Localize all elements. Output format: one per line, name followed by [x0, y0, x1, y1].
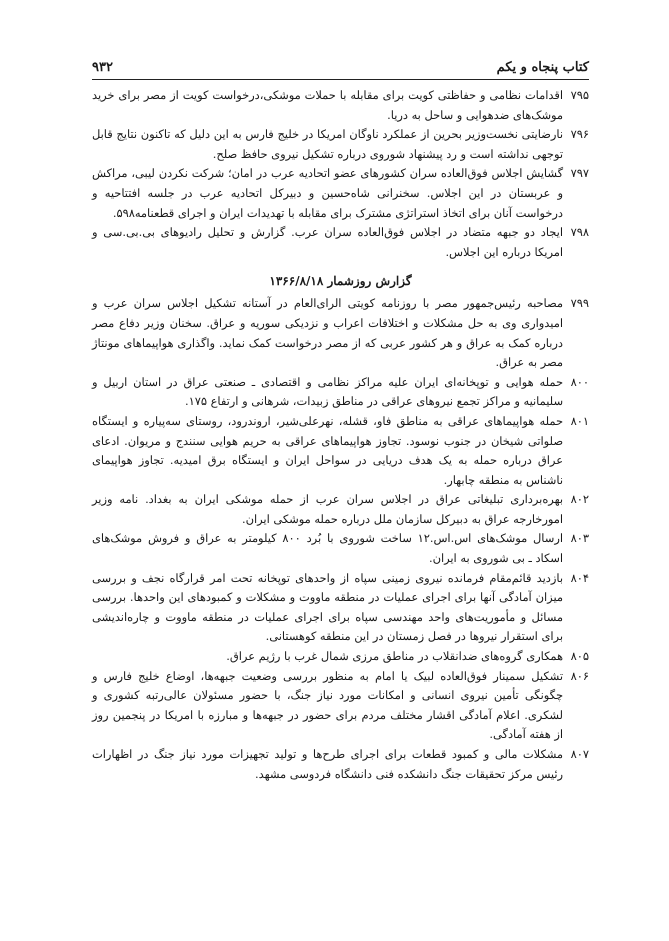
entry-text: ایجاد دو جبهه متضاد در اجلاس فوق‌العاده سران عرب. گزارش و تحلیل رادیوهای بی.بی.سی و امریکا درباره این اجلاس.: [92, 225, 563, 259]
list-item: [92, 745, 589, 784]
entry-number: ۷۹۵: [570, 88, 589, 102]
list-item: [92, 529, 589, 568]
list-item: [92, 164, 589, 223]
entry-list-before: [92, 86, 589, 262]
entry-number: ۸۰۵: [570, 649, 589, 664]
entry-text: اقدامات نظامی و حفاظتی کویت برای مقابله با حملات موشکی،درخواست کویت از مصر برای خرید موشک‌های ضدهوایی و ساحل به دریا.: [92, 88, 563, 122]
list-item: [92, 412, 589, 490]
list-item: [92, 667, 589, 745]
entry-text: بهره‌برداری تبلیغاتی عراق در اجلاس سران عرب از حمله موشکی ایران به بغداد. نامه وزیر امورخارجه عراق به دبیرکل سازمان ملل درباره حمله موشکی ایران.: [92, 492, 563, 526]
entry-text: گشایش اجلاس فوق‌العاده سران کشورهای عضو اتحادیه عرب در امان؛ شرکت نکردن لیبی، مراکش و عربستان در این اجلاس. سخنرانی شاه‌حسین و دبیرکل اتحادیه عرب در جلسه افتتاحیه و درخواست آنان برای اتخاذ استراتژی مشترک برای مقابله با تهدیدات ایران و اجرای قطعنامه۵۹۸.: [92, 166, 563, 220]
entry-number: ۸۰۷: [570, 747, 589, 761]
list-item: [92, 294, 589, 372]
entry-number: ۷۹۶: [570, 127, 589, 142]
entry-text: بازدید قائم‌مقام فرمانده نیروی زمینی سپاه از واحدهای توپخانه تحت امر قرارگاه نجف و بررسی میزان آمادگی آنها برای اجرای عملیات در منطقه ماووت و مشکلات و کمبودهای این واحدها. بررسی مسائل و مأموریت‌های واحد مهندسی سپاه برای اجرای عملیات در منطقه ماووت و چاره‌اندیشی برای استقرار نیروها در فصل زمستان در این منطقه کوهستانی.: [92, 570, 563, 644]
entry-text: مصاحبه رئیس‌جمهور مصر با روزنامه کویتی الرای‌العام در آستانه تشکیل اجلاس سران عرب و امیدواری وی به حل مشکلات و اختلافات اعراب و نزدیکی سوریه و عراق. سخنان وزیر دفاع مصر درباره کمک به عراق و هر کشور عربی که از مصر درخواست کمک نماید. واگذاری هواپیماهای مونتاژ مصر به عراق.: [92, 296, 563, 370]
entry-number: ۸۰۴: [570, 570, 589, 585]
entry-number: ۸۰۲: [570, 492, 589, 507]
running-header: [92, 60, 589, 80]
entry-text: حمله هواپیماهای عراقی به مناطق فاو، قشله، نهرعلی‌شیر، اروندرود، روستای سه‌پیاره و ایستگاه صلواتی شیخان در جنوب نوسود. تجاوز هواپیماهای عراقی به حریم هوایی سنندج و مریوان. ادعای عراق درباره حمله به یک هدف دریایی در سواحل ایران و ایستگاه برق امیدیه. تجاوز هواپیمای ناشناس به منطقه چابهار.: [92, 413, 563, 487]
list-item: [92, 86, 589, 125]
list-item: [92, 569, 589, 647]
list-item: [92, 373, 589, 412]
entry-text: حمله هوایی و توپخانه‌ای ایران علیه مراکز نظامی و اقتصادی ـ صنعتی عراق در استان اربیل و سلیمانیه و مراکز تجمع نیروهای عراقی در مناطق زبیدات، شرهانی و ارتفاع ۱۷۵.: [92, 374, 563, 409]
entry-number: ۷۹۸: [570, 225, 589, 240]
entry-text: ارسال موشک‌های اس.اس.۱۲ ساخت شوروی با بُرد ۸۰۰ کیلومتر به عراق و فروش موشک‌های اسکاد ـ بی شوروی به ایران.: [92, 531, 563, 566]
list-item: [92, 490, 589, 529]
book-title: کتاب پنجاه و یکم: [496, 60, 589, 75]
entry-number: ۸۰۳: [570, 531, 589, 546]
entry-number: ۸۰۰: [570, 374, 589, 389]
entry-text: نارضایتی نخست‌وزیر بحرین از عملکرد ناوگان امریکا در خلیج فارس به این دلیل که تاکنون نتایج قابل توجهی نداشته است و رد پیشنهاد شوروی درباره تشکیل نیروی حافظ صلح.: [92, 127, 563, 161]
entry-list-after: [92, 294, 589, 784]
entry-number: ۸۰۱: [570, 413, 589, 428]
entry-number: ۸۰۶: [570, 668, 589, 683]
list-item: [92, 125, 589, 164]
entry-number: ۷۹۷: [570, 166, 589, 181]
list-item: [92, 223, 589, 262]
entry-number: ۷۹۹: [570, 296, 589, 311]
section-title: گزارش روزشمار ۱۳۶۶/۸/۱۸: [269, 274, 412, 289]
list-item: [92, 647, 589, 667]
entry-text: تشکیل سمینار فوق‌العاده لبیک یا امام به منظور بررسی وضعیت جبهه‌ها، اوضاع خلیج فارس و چگونگی تأمین نیروی انسانی و امکانات مورد نیاز جنگ، با حضور مسئولان عالی‌رتبه کشوری و لشکری. اعلام آمادگی اقشار مختلف مردم برای حضور در جبهه‌ها و مبارزه با امریکا در پنجمین روز از هفته آمادگی.: [92, 668, 563, 742]
page-number: ۹۳۲: [92, 60, 113, 75]
entry-text: همکاری گروه‌های ضدانقلاب در مناطق مرزی شمال غرب با رژیم عراق.: [226, 649, 563, 664]
document-page: [92, 60, 589, 784]
entry-text: مشکلات مالی و کمبود قطعات برای اجرای طرح‌ها و تولید تجهیزات مورد نیاز جنگ در اظهارات رئیس مرکز تحقیقات جنگ دانشکده فنی دانشگاه فردوسی مشهد.: [92, 747, 563, 781]
